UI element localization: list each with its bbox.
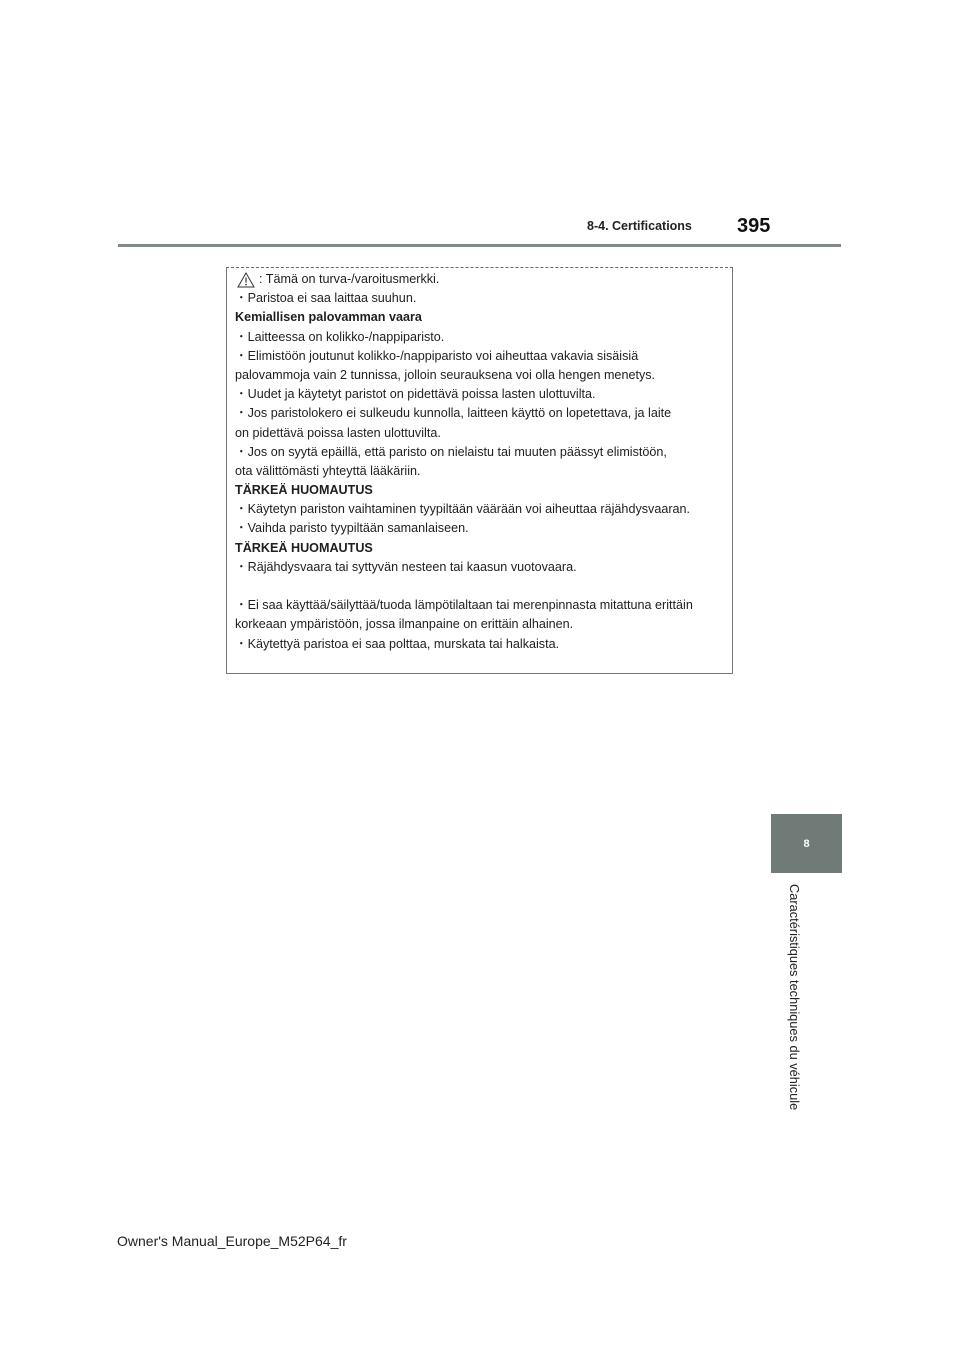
- warning-symbol-text: : Tämä on turva-/varoitusmerkki.: [259, 272, 440, 286]
- notice-line: ・Räjähdysvaara tai syttyvän nesteen tai kaasun vuotovaara.: [235, 559, 577, 574]
- notice-line: korkeaan ympäristöön, jossa ilmanpaine on erittäin alhainen.: [235, 617, 574, 632]
- battery-warning-box: [226, 267, 733, 674]
- chapter-title: Caractéristiques techniques du véhicule: [787, 884, 802, 1111]
- notice-line: [235, 577, 732, 596]
- notice-line: ・Laitteessa on kolikko-/nappiparisto.: [235, 329, 445, 344]
- notice-line: ・Jos paristolokero ei sulkeudu kunnolla, laitteen käyttö on lopetettava, ja laite: [235, 406, 672, 421]
- chapter-tab: [771, 814, 842, 873]
- chapter-number: 8: [803, 837, 810, 850]
- notice-heading: TÄRKEÄ HUOMAUTUS: [235, 483, 373, 498]
- footer-text: Owner's Manual_Europe_M52P64_fr: [117, 1233, 347, 1249]
- section-title: 8-4. Certifications: [587, 219, 692, 233]
- notice-line: ・Elimistöön joutunut kolikko-/nappiparisto voi aiheuttaa vakavia sisäisiä: [235, 348, 639, 363]
- notice-line: ・Jos on syytä epäillä, että paristo on nielaistu tai muuten päässyt elimistöön,: [235, 444, 667, 459]
- notice-heading: TÄRKEÄ HUOMAUTUS: [235, 540, 373, 555]
- notice-line: ・Paristoa ei saa laittaa suuhun.: [235, 291, 417, 306]
- notice-line: ・Käytettyä paristoa ei saa polttaa, murskata tai halkaista.: [235, 636, 560, 651]
- page-number: 395: [737, 215, 771, 237]
- notice-lines: [235, 289, 732, 654]
- notice-line: ・Ei saa käyttää/säilyttää/tuoda lämpötilaltaan tai merenpinnasta mitattuna erittäin: [235, 598, 693, 613]
- warning-triangle-icon: [237, 272, 255, 288]
- notice-line: ・Vaihda paristo tyypiltään samanlaiseen.: [235, 521, 469, 536]
- notice-line: ota välittömästi yhteyttä lääkäriin.: [235, 463, 421, 478]
- notice-line: ・Käytetyn pariston vaihtaminen tyypiltään väärään voi aiheuttaa räjähdysvaaran.: [235, 502, 691, 517]
- notice-line: palovammoja vain 2 tunnissa, jolloin seurauksena voi olla hengen menetys.: [235, 367, 656, 382]
- notice-line: ・Uudet ja käytetyt paristot on pidettävä poissa lasten ulottuvilta.: [235, 387, 596, 402]
- warning-symbol-row: [235, 270, 732, 289]
- header-divider: [118, 244, 841, 247]
- notice-heading: Kemiallisen palovamman vaara: [235, 310, 422, 325]
- notice-line: on pidettävä poissa lasten ulottuvilta.: [235, 425, 441, 440]
